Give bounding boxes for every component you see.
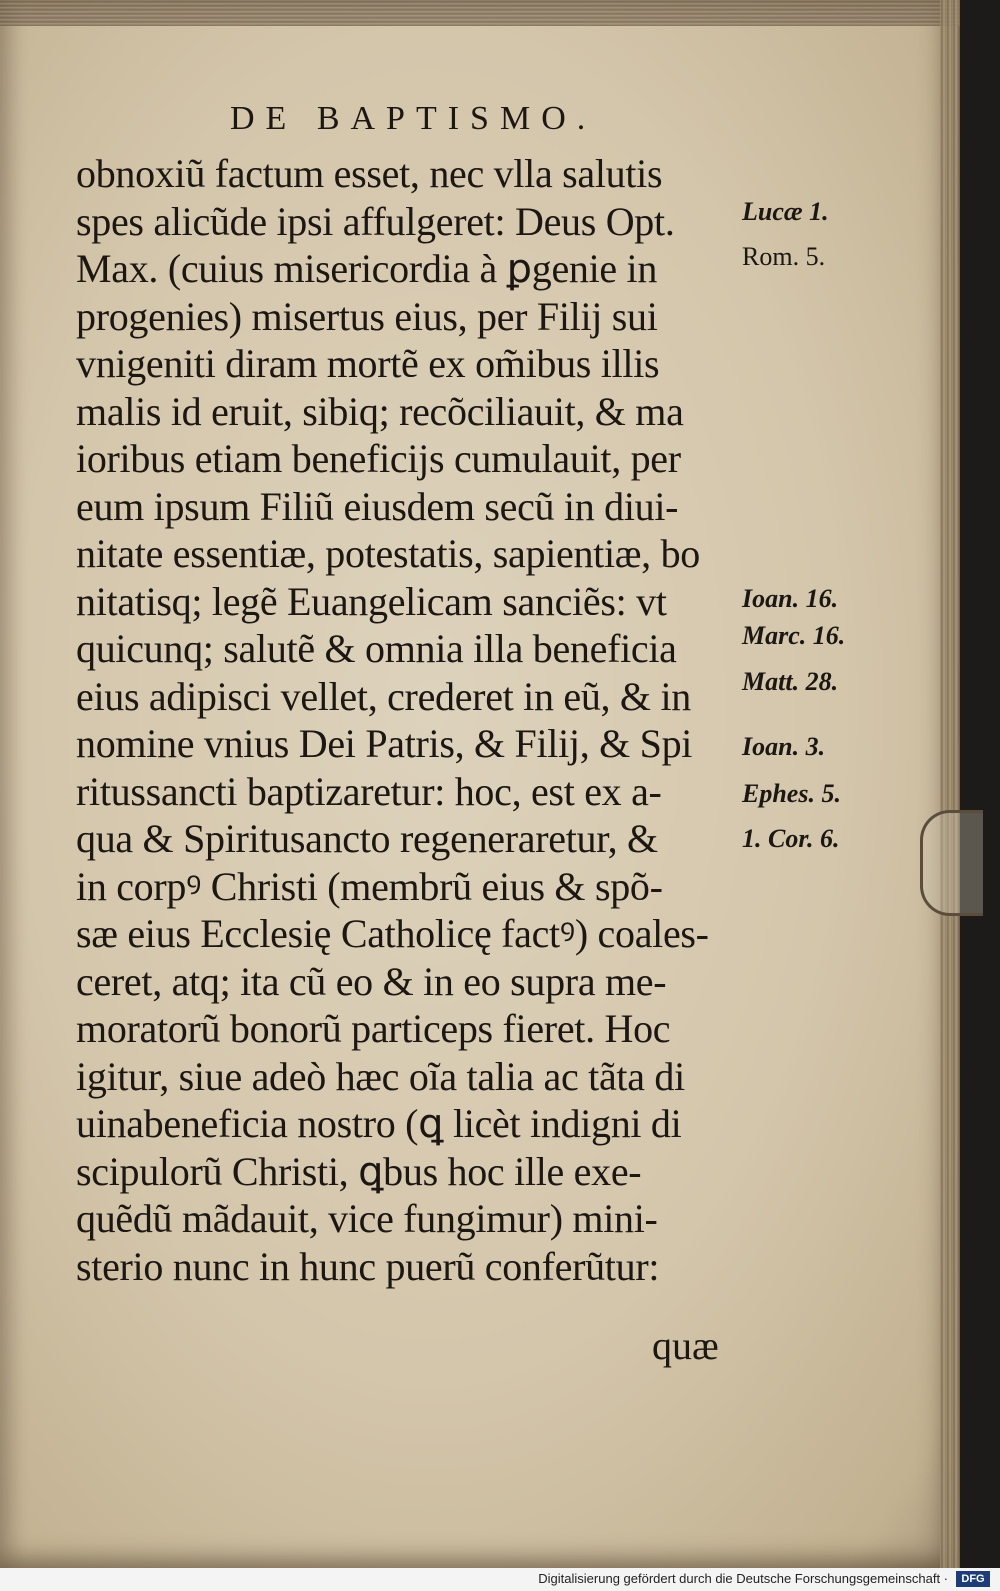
text-line: igitur, siue adeò hæc oĩa talia ac tãta di bbox=[76, 1053, 685, 1099]
margin-note-ephes: Ephes. 5. bbox=[742, 779, 841, 808]
text-line: ritussancti baptizaretur: hoc, est ex a- bbox=[76, 768, 662, 814]
text-line: obnoxiũ factum esset, nec vlla salutis bbox=[76, 151, 663, 196]
text-line: nitate essentiæ, potestatis, sapientiæ, bo bbox=[76, 531, 700, 576]
text-line: Max. (cuius misericordia à ꝑgenie in bbox=[76, 246, 658, 291]
margin-note-marc: Marc. 16. bbox=[742, 621, 846, 650]
page-top-edge bbox=[0, 0, 960, 26]
text-line: uinabeneficia nostro (ꝗ licèt indigni di bbox=[76, 1101, 682, 1146]
text-line: quẽdũ mãdauit, vice fungimur) mini- bbox=[76, 1196, 658, 1241]
body-text bbox=[76, 150, 756, 1290]
text-line: ceret, atq; ita cũ eo & in eo supra me- bbox=[76, 958, 667, 1004]
margin-note-ioan-3: Ioan. 3. bbox=[742, 732, 826, 761]
page-fore-edge bbox=[940, 0, 960, 1568]
margin-note-cor: 1. Cor. 6. bbox=[742, 824, 840, 853]
text-line: malis id eruit, sibiq; recõciliauit, & ma bbox=[76, 388, 684, 434]
text-line: sterio nunc in hunc puerũ conferũtur: bbox=[76, 1243, 660, 1289]
text-line: nitatisq; legẽ Euangelicam sanciẽs: vt bbox=[76, 578, 667, 624]
margin-note-ioan-16: Ioan. 16. bbox=[742, 584, 839, 613]
margin-note-matt: Matt. 28. bbox=[742, 667, 839, 696]
dfg-logo: DFG bbox=[956, 1571, 990, 1587]
catchword: quæ bbox=[652, 1323, 719, 1368]
text-line: vnigeniti diram mortẽ ex om̃ibus illis bbox=[76, 341, 660, 386]
text-line: nomine vnius Dei Patris, & Filij, & Spi bbox=[76, 721, 693, 766]
text-line: eum ipsum Filiũ eiusdem secũ in diui- bbox=[76, 483, 679, 529]
text-line: ioribus etiam beneficijs cumulauit, per bbox=[76, 436, 681, 481]
margin-note-rom: Rom. 5. bbox=[742, 242, 826, 271]
text-line: qua & Spiritusancto regeneraretur, & bbox=[76, 816, 658, 861]
text-line: spes alicũde ipsi affulgeret: Deus Opt. bbox=[76, 198, 675, 244]
text-line: sæ eius Ecclesię Catholicę factꝰ) coales- bbox=[76, 911, 709, 956]
text-line: in corpꝰ Christi (membrũ eius & spõ- bbox=[76, 863, 663, 909]
text-line: progenies) misertus eius, per Filij sui bbox=[76, 293, 658, 339]
running-head: DE BAPTISMO. bbox=[230, 100, 597, 137]
page-clip bbox=[920, 810, 983, 916]
text-line: eius adipisci vellet, crederet in eũ, & in bbox=[76, 673, 691, 719]
margin-note-lucae: Lucæ 1. bbox=[742, 197, 829, 226]
funding-notice: Digitalisierung gefördert durch die Deutsche Forschungsgemeinschaft · bbox=[538, 1571, 948, 1586]
text-line: quicunq; salutẽ & omnia illa beneficia bbox=[76, 626, 677, 671]
text-line: moratorũ bonorũ particeps fieret. Hoc bbox=[76, 1006, 671, 1051]
text-line: scipulorũ Christi, ꝗbus hoc ille exe- bbox=[76, 1148, 642, 1194]
footer-bar bbox=[0, 1568, 1000, 1591]
